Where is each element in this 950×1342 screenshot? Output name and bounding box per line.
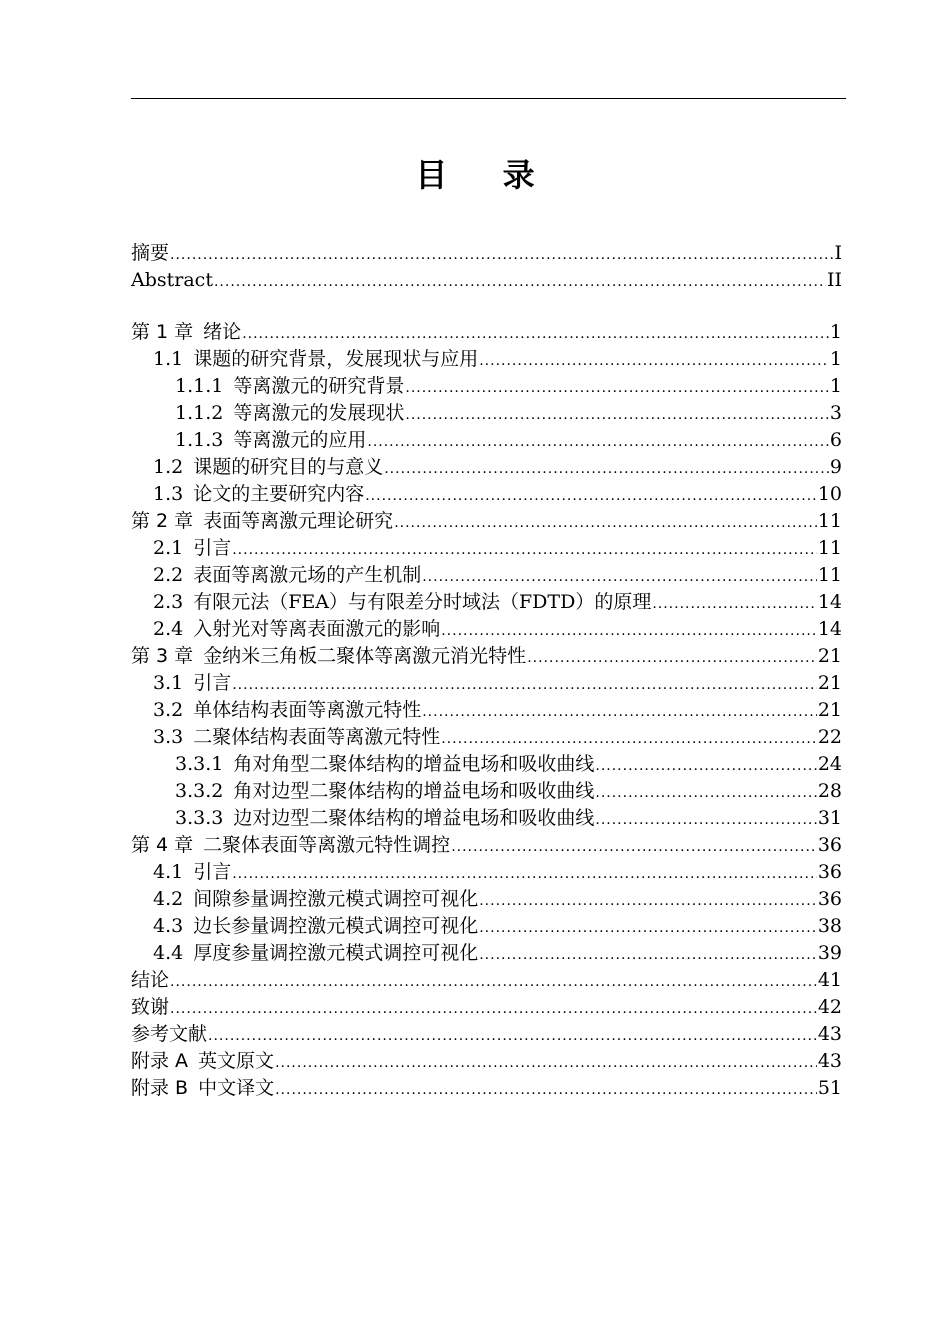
toc-entry-number: 1.2 [153,456,184,478]
toc-leader-dots [170,996,817,1023]
toc-leader-dots [232,672,817,699]
toc-page-number: 36 [817,861,842,883]
toc-page-number: 21 [817,699,842,721]
toc-entry-section-3-1[interactable] [131,670,842,697]
toc-page-number: 43 [817,1023,842,1045]
toc-page-number: 3 [829,402,842,424]
toc-entry-number: 3.3.3 [175,807,224,829]
toc-leader-dots [479,915,817,942]
toc-page-number: I [834,242,842,264]
toc-entry-section-2-4[interactable] [131,616,842,643]
toc-page-number: 11 [817,510,842,532]
toc-entry-number: 第 4 章 [131,834,194,856]
toc-entry-label: 厚度参量调控激元模式调控可视化 [193,942,479,964]
toc-entry-label: 引言 [193,672,232,694]
toc-entry-number: 4.3 [153,915,184,937]
toc-entry-label: 边长参量调控激元模式调控可视化 [193,915,479,937]
toc-entry-number: 1.1 [153,348,184,370]
toc-entry-references[interactable] [131,1021,842,1048]
toc-page-number: 6 [829,429,842,451]
toc-page-number: 42 [817,996,842,1018]
toc-entry-section-1-2[interactable] [131,454,842,481]
toc-leader-dots [595,780,816,807]
toc-entry-label: 结论 [131,969,170,991]
toc-entry-section-1-1-3[interactable] [131,427,842,454]
toc-entry-label: 间隙参量调控激元模式调控可视化 [193,888,479,910]
toc-entry-label: 课题的研究目的与意义 [193,456,384,478]
toc-entry-label: 引言 [193,861,232,883]
toc-entry-number: 第 2 章 [131,510,194,532]
toc-entry-number: 1.1.2 [175,402,224,424]
toc-leader-dots [441,726,817,753]
toc-leader-dots [394,510,817,537]
toc-leader-dots [232,861,817,888]
toc-entry-section-3-3-1[interactable] [131,751,842,778]
toc-page-number: 1 [829,321,842,343]
toc-leader-dots [365,483,817,510]
toc-entry-appendix-a[interactable] [131,1048,842,1075]
toc-entry-conclusion[interactable] [131,967,842,994]
toc-page-number: 9 [829,456,842,478]
toc-leader-dots [527,645,817,672]
toc-entry-number: 3.3.2 [175,780,224,802]
toc-entry-section-4-1[interactable] [131,859,842,886]
toc-entry-label: 单体结构表面等离激元特性 [193,699,422,721]
toc-leader-dots [384,456,829,483]
toc-leader-dots [422,564,817,591]
toc-page-number: 36 [817,888,842,910]
toc-page-number: 1 [829,375,842,397]
toc-page-number: 10 [817,483,842,505]
toc-entry-label: 论文的主要研究内容 [193,483,365,505]
toc-leader-dots [479,348,829,375]
toc-leader-dots [405,402,829,429]
toc-entry-label: 等离激元的应用 [233,429,367,451]
toc-entry-label: 绪论 [203,321,242,343]
toc-page-number: 14 [817,591,842,613]
toc-entry-chapter-1[interactable] [131,319,842,346]
toc-entry-number: 1.3 [153,483,184,505]
toc-entry-number: 4.2 [153,888,184,910]
toc-entry-label: 金纳米三角板二聚体等离激元消光特性 [203,645,527,667]
page-title: 目 录 [415,156,557,194]
toc-leader-dots [652,591,816,618]
toc-page-number: 11 [817,564,842,586]
toc-entry-section-1-3[interactable] [131,481,842,508]
toc-entry-label: 引言 [193,537,232,559]
toc-entry-section-4-3[interactable] [131,913,842,940]
toc-leader-dots [170,242,833,269]
toc-leader-dots [214,269,826,296]
toc-page-number: II [826,269,842,291]
toc-entry-number: 1.1.3 [175,429,224,451]
toc-entry-abstract-en[interactable] [131,267,842,294]
toc-entry-number: 第 1 章 [131,321,194,343]
header-rule [131,98,846,99]
toc-entry-label: 有限元法（FEA）与有限差分时域法（FDTD）的原理 [193,591,652,613]
toc-entry-label: 英文原文 [198,1050,275,1072]
toc-entry-label: 参考文献 [131,1023,208,1045]
toc-leader-dots [232,537,817,564]
toc-entry-label: 摘要 [131,242,170,264]
toc-entry-label: 角对边型二聚体结构的增益电场和吸收曲线 [233,780,595,802]
toc-leader-dots [479,942,817,969]
toc-page-number: 51 [817,1077,842,1099]
toc-entry-chapter-3[interactable] [131,643,842,670]
toc-page-number: 43 [817,1050,842,1072]
toc-entry-label: 入射光对等离表面激元的影响 [193,618,441,640]
toc-entry-number: 2.4 [153,618,184,640]
toc-leader-dots [451,834,817,861]
toc-entry-label: 中文译文 [198,1077,275,1099]
toc-entry-section-3-3-3[interactable] [131,805,842,832]
toc-entry-section-4-4[interactable] [131,940,842,967]
toc-page-number: 22 [817,726,842,748]
toc-entry-section-1-1-1[interactable] [131,373,842,400]
toc-page-number: 14 [817,618,842,640]
toc-entry-label: 致谢 [131,996,170,1018]
toc-page-number: 1 [829,348,842,370]
toc-entry-section-1-1-2[interactable] [131,400,842,427]
toc-leader-dots [441,618,817,645]
toc-leader-dots [479,888,817,915]
toc-entry-chapter-4[interactable] [131,832,842,859]
toc-entry-abstract-cn[interactable] [131,240,842,267]
toc-entry-number: 2.2 [153,564,184,586]
toc-entry-number: 2.1 [153,537,184,559]
toc-entry-section-1-1[interactable] [131,346,842,373]
toc-leader-dots [208,1023,817,1050]
toc-entry-number: 1.1.1 [175,375,224,397]
toc-page-number: 11 [817,537,842,559]
toc-entry-label: 表面等离激元理论研究 [203,510,394,532]
toc-page-number: 39 [817,942,842,964]
toc-entry-number: 3.3 [153,726,184,748]
toc-entry-section-3-2[interactable] [131,697,842,724]
toc-leader-dots [405,375,829,402]
toc-entry-number: 3.3.1 [175,753,224,775]
toc-entry-number: 3.1 [153,672,184,694]
toc-entry-section-3-3-2[interactable] [131,778,842,805]
toc-entry-number: 附录 B [131,1077,189,1099]
toc-entry-section-2-2[interactable] [131,562,842,589]
toc-entry-label: 边对边型二聚体结构的增益电场和吸收曲线 [233,807,595,829]
toc-entry-section-2-3[interactable] [131,589,842,616]
toc-entry-label: 表面等离激元场的产生机制 [193,564,422,586]
toc-leader-dots [595,753,816,780]
toc-entry-number: 附录 A [131,1050,189,1072]
toc-leader-dots [170,969,817,996]
toc-entry-acknowledgements[interactable] [131,994,842,1021]
toc-leader-dots [422,699,817,726]
toc-entry-label: 等离激元的发展现状 [233,402,405,424]
toc-entry-number: 第 3 章 [131,645,194,667]
toc-page-number: 21 [817,645,842,667]
toc-page-number: 36 [817,834,842,856]
toc-page-number: 41 [817,969,842,991]
toc-leader-dots [242,321,829,348]
toc-page-number: 24 [817,753,842,775]
toc-leader-dots [367,429,829,456]
toc-entry-label: 课题的研究背景，发展现状与应用 [193,348,479,370]
toc-page-number: 28 [817,780,842,802]
toc-entry-label: 角对角型二聚体结构的增益电场和吸收曲线 [233,753,595,775]
toc-entry-section-4-2[interactable] [131,886,842,913]
toc-page-number: 31 [817,807,842,829]
toc-entry-chapter-2[interactable] [131,508,842,535]
toc-entry-section-3-3[interactable] [131,724,842,751]
toc-entry-label: 等离激元的研究背景 [233,375,405,397]
toc-entry-number: 4.1 [153,861,184,883]
toc-entry-section-2-1[interactable] [131,535,842,562]
toc-page-number: 21 [817,672,842,694]
toc-leader-dots [275,1077,817,1104]
toc-entry-number: 4.4 [153,942,184,964]
toc-entry-label: Abstract [131,269,213,291]
toc-entry-label: 二聚体表面等离激元特性调控 [203,834,451,856]
toc-entry-label: 二聚体结构表面等离激元特性 [193,726,441,748]
toc-entry-number: 2.3 [153,591,184,613]
toc-page-number: 38 [817,915,842,937]
toc-leader-dots [275,1050,817,1077]
toc-leader-dots [595,807,816,834]
toc-entry-appendix-b[interactable] [131,1075,842,1102]
toc-entry-number: 3.2 [153,699,184,721]
